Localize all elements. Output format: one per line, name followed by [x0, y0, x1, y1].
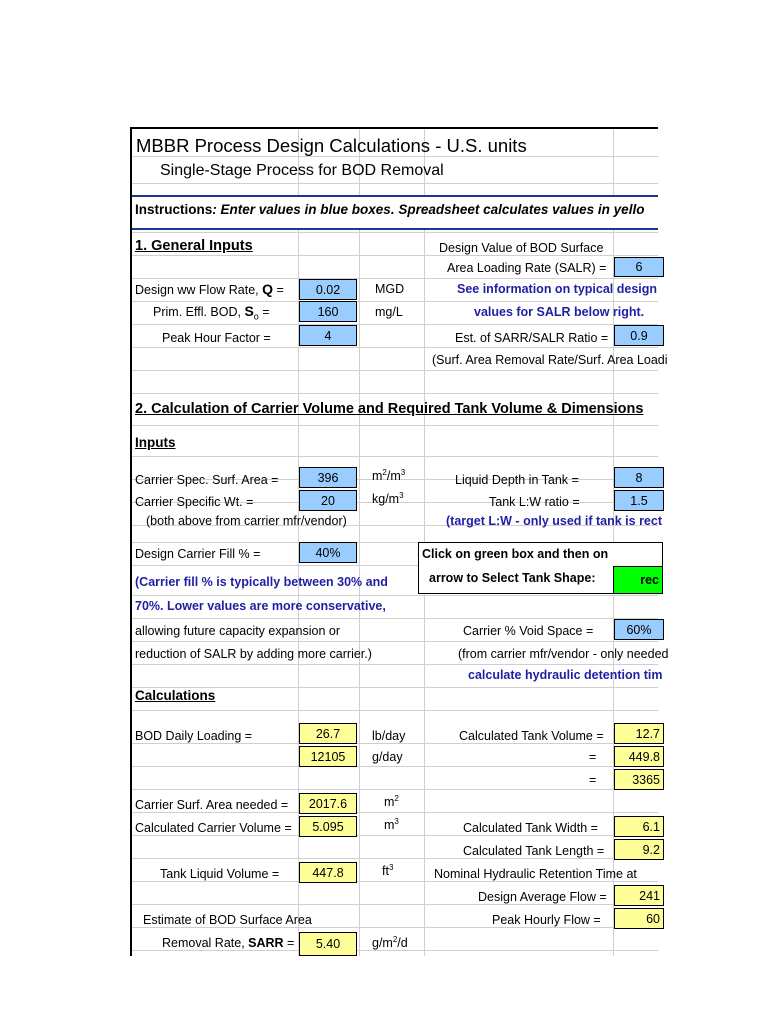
calculations-header: Calculations	[135, 688, 216, 703]
flow-rate-unit: MGD	[375, 282, 405, 296]
bod-daily-loading-g: 12105	[299, 746, 357, 767]
sarr-estimate-label: Estimate of BOD Surface Area	[143, 913, 312, 927]
tank-liquid-volume-label: Tank Liquid Volume =	[160, 867, 280, 881]
carrier-spec-surf-area-unit: $m^2/m^3$	[372, 468, 406, 484]
prim-effl-bod-label: Prim. Effl. BOD, $S_o$ =	[153, 303, 270, 322]
tank-volume-value-2: 449.8	[614, 746, 664, 767]
hrt-label: Nominal Hydraulic Retention Time at	[434, 867, 637, 881]
carrier-specific-wt-unit: $kg/m^3$	[372, 491, 404, 507]
void-space-label: Carrier % Void Space =	[463, 624, 594, 638]
page-subtitle: Single-Stage Process for BOD Removal	[160, 162, 444, 179]
liquid-depth-label: Liquid Depth in Tank =	[455, 473, 579, 487]
salr-info-line-1: See information on typical design	[457, 282, 658, 296]
fill-note-line-4: reduction of SALR by adding more carrier.)	[135, 647, 372, 661]
inputs-header: Inputs	[135, 435, 176, 450]
flow-rate-label: Design ww Flow Rate, Q =	[135, 281, 284, 297]
tank-volume-value-1: 12.7	[614, 723, 664, 744]
design-average-flow-value: 241	[614, 885, 664, 906]
carrier-volume-unit: $m^3$	[384, 817, 399, 833]
carrier-surf-area-value: 2017.6	[299, 793, 357, 814]
design-average-flow-label: Design Average Flow =	[478, 890, 607, 904]
design-carrier-fill-label: Design Carrier Fill % =	[135, 547, 261, 561]
tank-shape-instruction-2: arrow to Select Tank Shape:	[429, 571, 596, 585]
carrier-specific-wt-input[interactable]: 20	[299, 490, 357, 511]
carrier-volume-value: 5.095	[299, 816, 357, 837]
salr-label-1: Design Value of BOD Surface	[439, 241, 604, 255]
vendor-note: (both above from carrier mfr/vendor)	[146, 514, 347, 528]
bod-daily-loading-label: BOD Daily Loading =	[135, 729, 253, 743]
tank-volume-eq-3: =	[589, 773, 597, 787]
peak-hourly-flow-value: 60	[614, 908, 664, 929]
instructions-label: Instructions	[135, 202, 213, 217]
tank-width-label: Calculated Tank Width =	[463, 821, 598, 835]
peak-hour-factor-input[interactable]: 4	[299, 325, 357, 346]
prim-effl-bod-unit: mg/L	[375, 305, 403, 319]
sarr-note: (Surf. Area Removal Rate/Surf. Area Loadi	[432, 353, 668, 367]
salr-label-2: Area Loading Rate (SALR) =	[447, 261, 607, 275]
sarr-value: 5.40	[299, 932, 357, 956]
sarr-label: Removal Rate, SARR =	[162, 936, 295, 950]
flow-rate-input[interactable]: 0.02	[299, 279, 357, 300]
peak-hourly-flow-label: Peak Hourly Flow =	[492, 913, 601, 927]
instructions	[135, 203, 644, 217]
peak-hour-factor-label: Peak Hour Factor =	[162, 331, 271, 345]
carrier-surf-area-label: Carrier Surf. Area needed =	[135, 798, 289, 812]
tank-volume-value-3: 3365	[614, 769, 664, 790]
sarr-unit: $g/m^2/d$	[372, 935, 408, 951]
void-space-input[interactable]: 60%	[614, 619, 664, 640]
tank-length-label: Calculated Tank Length =	[463, 844, 605, 858]
fill-note-line-3: allowing future capacity expansion or	[135, 624, 340, 638]
carrier-volume-label: Calculated Carrier Volume =	[135, 821, 292, 835]
fill-note-line-2: 70%. Lower values are more conservative,	[135, 599, 386, 613]
void-note-2: calculate hydraulic detention tim	[468, 668, 663, 682]
carrier-spec-surf-area-input[interactable]: 396	[299, 467, 357, 488]
sarr-salr-ratio-input[interactable]: 0.9	[614, 325, 664, 346]
carrier-spec-surf-area-label: Carrier Spec. Surf. Area =	[135, 473, 279, 487]
tank-lw-ratio-input[interactable]: 1.5	[614, 490, 664, 511]
fill-note-line-1: (Carrier fill % is typically between 30% and	[135, 575, 388, 589]
prim-effl-bod-input[interactable]: 160	[299, 301, 357, 322]
bod-daily-loading-g-unit: g/day	[372, 750, 403, 764]
instructions-text: : Enter values in blue boxes. Spreadsheet calculates values in yello	[212, 202, 645, 217]
lw-note: (target L:W - only used if tank is rect	[446, 514, 662, 528]
carrier-surf-area-unit: $m^2$	[384, 794, 399, 810]
bod-daily-loading-lb: 26.7	[299, 723, 357, 744]
section-general-inputs: 1. General Inputs	[135, 238, 253, 254]
sarr-salr-ratio-label: Est. of SARR/SALR Ratio =	[455, 331, 609, 345]
tank-width-value: 6.1	[614, 816, 664, 837]
page-title: MBBR Process Design Calculations - U.S. units	[136, 135, 527, 156]
tank-liquid-volume-value: 447.8	[299, 862, 357, 883]
spreadsheet	[130, 127, 669, 956]
section-carrier-volume: 2. Calculation of Carrier Volume and Required Tank Volume & Dimensions	[135, 401, 644, 417]
tank-shape-instruction-1: Click on green box and then on	[422, 547, 609, 561]
tank-shape-dropdown[interactable]: rec	[613, 566, 663, 594]
tank-lw-ratio-label: Tank L:W ratio =	[489, 495, 580, 509]
salr-info-line-2: values for SALR below right.	[474, 305, 645, 319]
liquid-depth-input[interactable]: 8	[614, 467, 664, 488]
tank-volume-label: Calculated Tank Volume =	[459, 729, 604, 743]
carrier-specific-wt-label: Carrier Specific Wt. =	[135, 495, 254, 509]
tank-length-value: 9.2	[614, 839, 664, 860]
design-carrier-fill-input[interactable]: 40%	[299, 542, 357, 563]
tank-liquid-volume-unit: $ft^3$	[382, 863, 394, 879]
tank-volume-eq-2: =	[589, 750, 597, 764]
void-note-1: (from carrier mfr/vendor - only needed	[458, 647, 669, 661]
bod-daily-loading-lb-unit: lb/day	[372, 729, 406, 743]
salr-input[interactable]: 6	[614, 257, 664, 277]
